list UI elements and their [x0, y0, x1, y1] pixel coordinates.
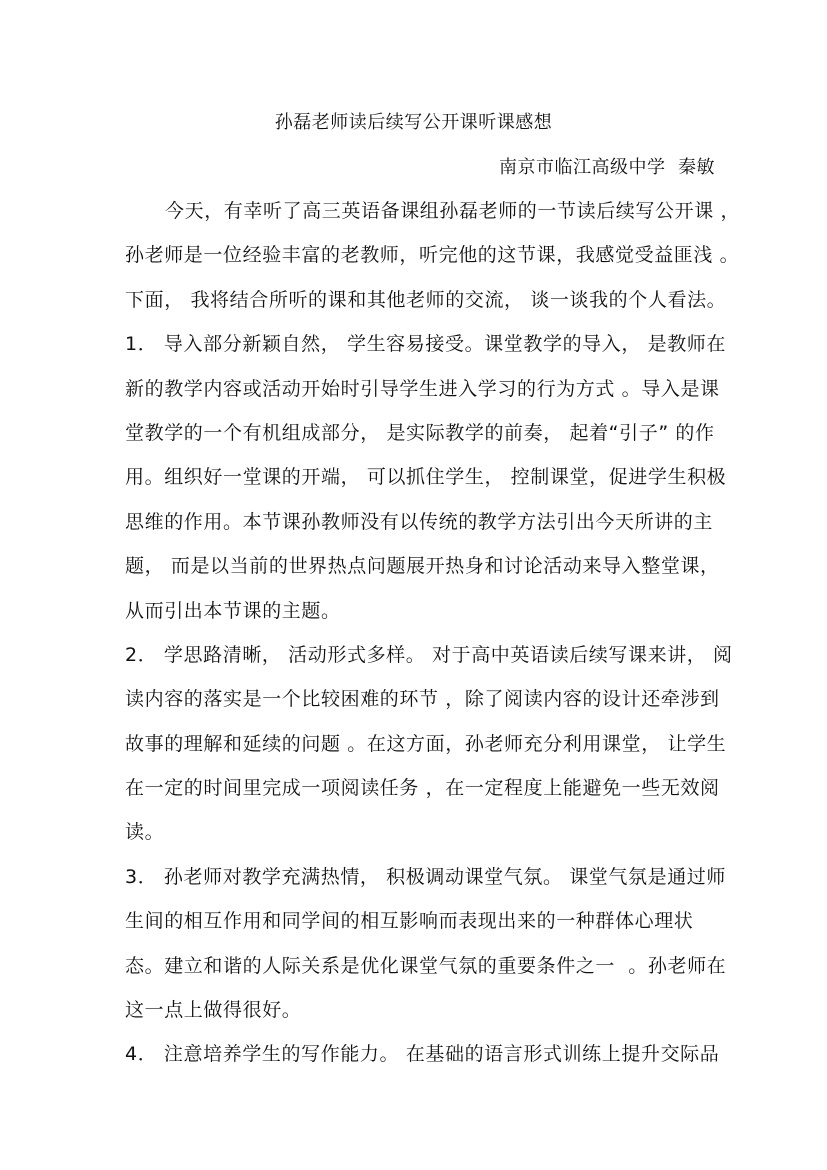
text-line: 4． 注意培养学生的写作能力。 在基础的语言形式训练上提升交际品	[125, 1043, 720, 1066]
text-line: 在一定的时间里完成一项阅读任务 ，在一定程度上能避免一些无效阅	[125, 777, 720, 800]
text-line: 故事的理解和延续的问题 。在这方面，孙老师充分利用课堂， 让学生	[125, 732, 727, 755]
text-line: 下面， 我将结合所听的课和其他老师的交流， 谈一谈我的个人看法。	[125, 288, 727, 311]
text-line: 读内容的落实是一个比较困难的环节 ，除了阅读内容的设计还牵涉到	[125, 688, 720, 711]
author-line: 南京市临江高级中学 秦敏	[499, 157, 715, 178]
text-line: 2． 学思路清晰， 活动形式多样。 对于高中英语读后续写课来讲， 阅	[125, 643, 733, 666]
text-line: 1． 导入部分新颖自然， 学生容易接受。课堂教学的导入， 是教师在	[125, 333, 727, 356]
text-line: 从而引出本节课的主题。	[125, 599, 341, 622]
text-line: 读。	[125, 821, 165, 844]
text-line: 用。组织好一堂课的开端， 可以抓住学生， 控制课堂，促进学生积极	[125, 466, 727, 489]
text-line: 新的教学内容或活动开始时引导学生进入学习的行为方式 。导入是课	[125, 377, 720, 400]
text-line: 今天，有幸听了高三英语备课组孙磊老师的一节读后续写公开课 ，	[165, 200, 741, 222]
text-line: 思维的作用。本节课孙教师没有以传统的教学方法引出今天所讲的主	[125, 510, 714, 533]
document-title: 孙磊老师读后续写公开课听课感想	[274, 112, 553, 133]
text-line: 3． 孙老师对教学充满热情， 积极调动课堂气氛。 课堂气氛是通过师	[125, 865, 727, 888]
text-line: 堂教学的一个有机组成部分， 是实际教学的前奏， 起着“引子” 的作	[125, 421, 715, 444]
text-line: 孙老师是一位经验丰富的老教师，听完他的这节课，我感觉受益匪浅 。	[125, 244, 740, 267]
text-line: 题， 而是以当前的世界热点问题展开热身和讨论活动来导入整堂课，	[125, 555, 720, 578]
text-line: 这一点上做得很好。	[125, 999, 302, 1022]
text-line: 态。建立和谐的人际关系是优化课堂气氛的重要条件之一 。孙老师在	[125, 954, 727, 977]
document-body	[125, 198, 741, 1086]
text-line: 生间的相互作用和同学间的相互影响而表现出来的一种群体心理状	[125, 910, 694, 933]
